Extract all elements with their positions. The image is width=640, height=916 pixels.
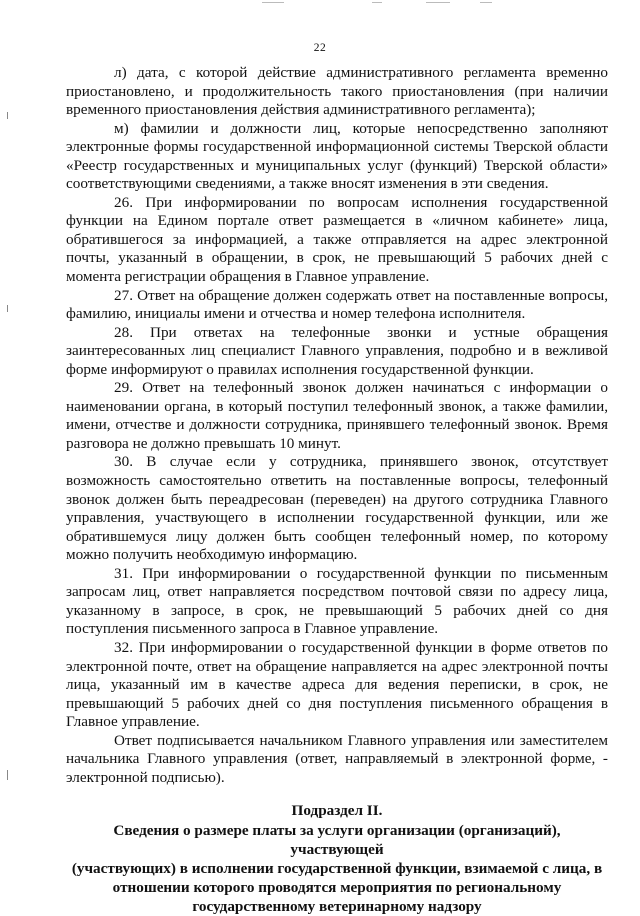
subsection-title-line: Сведения о размере платы за услуги организации (организаций), участвующей (113, 822, 561, 859)
subsection-heading-block (66, 801, 608, 916)
subsection-title-line: государственному ветеринарному надзору (192, 898, 482, 916)
paragraph-32: 32. При информировании о государственной функции в форме ответов по электронной почте, ответ на обращение направляется на адрес электронной почты лица, указанный им в качестве адреса для ведения переписки, в срок, не превышающий 5 рабочих дней со дня поступления письменного обращения в Главное управление. (66, 638, 608, 731)
page-number: 22 (313, 42, 327, 54)
scan-edge-artifacts (0, 0, 640, 6)
scan-margin-mark (7, 770, 8, 780)
paragraph-29: 29. Ответ на телефонный звонок должен начинаться с информации о наименовании органа, в который поступил телефонный звонок, а также фамилии, имени, отчестве и должности сотрудника, принявшего телефонный звонок. Время разговора не должно превышать 10 минут. (66, 379, 608, 452)
paragraph-m: м) фамилии и должности лиц, которые непосредственно заполняют электронные формы государственной информационной системы Тверской области «Реестр государственных и муниципальных услуг (функций) Тверской области» соответствующими сведениями, а также вносят изменения в эти сведения. (66, 119, 608, 193)
scan-margin-mark (7, 305, 8, 312)
paragraph-28: 28. При ответах на телефонные звонки и устные обращения заинтересованных лиц специалист Главного управления, подробно и в вежливой форме информируют о правилах исполнения государственной функции. (66, 323, 608, 378)
scan-margin-mark (7, 112, 8, 119)
paragraph-26: 26. При информировании по вопросам исполнения государственной функции на Едином портале ответ размещается в «личном кабинете» лица, обратившегося за информацией, а также отправляется на адрес электронной почты, указанный в обращении, в срок, не превышающий 5 рабочих дней с момента регистрации обращения в Главное управление. (66, 193, 608, 286)
paragraph-31: 31. При информировании о государственной функции по письменным запросам лиц, ответ направляется посредством почтовой связи по адресу лица, указанному в запросе, в срок, не превышающий 5 рабочих дней со дня поступления письменного запроса в Главное управление. (66, 564, 608, 638)
paragraph-30: 30. В случае если у сотрудника, принявшего звонок, отсутствует возможность самостоятельно ответить на поставленные вопросы, телефонный звонок должен быть переадресован (переведен) на другого сотрудника Главного управления, участвующего в исполнении государственной функции, или же обратившемуся лицу должен быть сообщен телефонный номер, по которому можно получить необходимую информацию. (66, 453, 608, 564)
subsection-title-line: (участвующих) в исполнении государственной функции, взимаемой с лица, в (71, 860, 603, 878)
paragraph-l: л) дата, с которой действие административного регламента временно приостановлено, и продолжительность такого приостановления (при наличии временного приостановления действия административного регламента); (66, 64, 608, 119)
subsection-heading: Подраздел II. (291, 802, 383, 820)
paragraph-signature: Ответ подписывается начальником Главного управления или заместителем начальника Главного управления (ответ, направляемый в электронной форме, - электронной подписью). (66, 731, 608, 786)
subsection-title-line: отношении которого проводятся мероприятия по региональному (112, 879, 562, 897)
subsection-title (66, 821, 608, 916)
document-body (66, 64, 608, 916)
paragraph-27: 27. Ответ на обращение должен содержать ответ на поставленные вопросы, фамилию, инициалы имени и отчества и номер телефона исполнителя. (66, 286, 608, 323)
